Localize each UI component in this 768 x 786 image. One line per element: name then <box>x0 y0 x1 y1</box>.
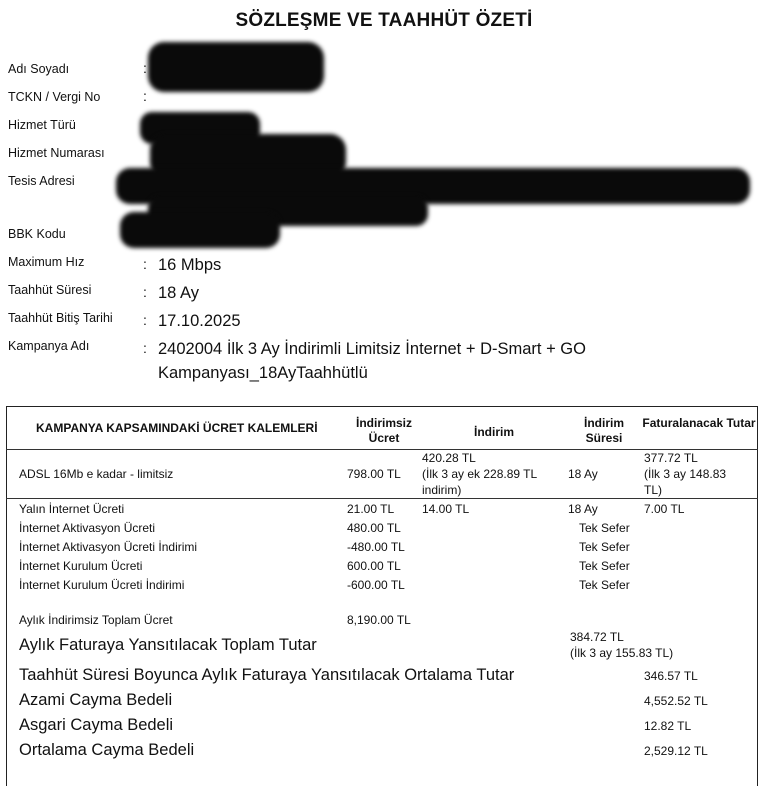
row-undiscounted: 798.00 TL <box>347 467 401 481</box>
colon: : <box>143 256 147 272</box>
min-exit-fee-label: Asgari Cayma Bedeli <box>19 716 174 734</box>
value-commitment-end: 17.10.2025 <box>158 312 241 330</box>
row-name: İnternet Kurulum Ücreti <box>19 559 143 573</box>
redaction-mark <box>120 212 280 248</box>
document-title: SÖZLEŞME VE TAAHHÜT ÖZETİ <box>235 10 533 31</box>
colon: : <box>143 60 147 76</box>
row-billed-note: TL) <box>644 483 662 497</box>
row-name: ADSL 16Mb e kadar - limitsiz <box>19 467 174 481</box>
total-monthly-undiscounted-label: Aylık İndirimsiz Toplam Ücret <box>19 613 173 627</box>
label-bbk-code: BBK Kodu <box>8 227 66 241</box>
row-name: Yalın İnternet Ücreti <box>19 502 125 516</box>
row-duration: Tek Sefer <box>579 521 630 535</box>
avg-exit-fee-label: Ortalama Cayma Bedeli <box>19 741 195 759</box>
header-duration: İndirim Süresi <box>583 416 624 445</box>
row-divider <box>6 498 758 499</box>
value-max-speed: 16 Mbps <box>158 256 222 274</box>
label-facility-address: Tesis Adresi <box>8 174 75 188</box>
row-name: İnternet Aktivasyon Ücreti İndirimi <box>19 540 198 554</box>
value-campaign-name: 2402004 İlk 3 Ay İndirimli Limitsiz İnternet + D-Smart + GO <box>158 340 586 358</box>
row-discount-note: indirim) <box>422 483 462 497</box>
row-undiscounted: 600.00 TL <box>347 559 401 573</box>
header-items: KAMPANYA KAPSAMINDAKİ ÜCRET KALEMLERİ <box>36 421 318 435</box>
row-discount: 14.00 TL <box>422 502 470 516</box>
row-undiscounted: 21.00 TL <box>347 502 395 516</box>
header-undiscounted: İndirimsiz Ücret <box>355 416 412 445</box>
label-commitment-period: Taahhüt Süresi <box>8 283 92 297</box>
header-billed: Faturalanacak Tutar <box>642 416 756 430</box>
row-duration: Tek Sefer <box>579 578 630 592</box>
row-duration: Tek Sefer <box>579 540 630 554</box>
avg-monthly-label: Taahhüt Süresi Boyunca Aylık Faturaya Yansıtılacak Ortalama Tutar <box>19 666 515 684</box>
row-discount-note: (İlk 3 ay ek 228.89 TL <box>422 467 538 481</box>
label-campaign-name: Kampanya Adı <box>8 339 90 353</box>
row-billed-note: (İlk 3 ay 148.83 <box>644 467 727 481</box>
total-monthly-invoice-value: 384.72 TL <box>570 630 624 644</box>
colon: : <box>143 340 147 356</box>
colon: : <box>143 312 147 328</box>
header-discount: İndirim <box>473 425 514 439</box>
min-exit-fee-value: 12.82 TL <box>644 719 692 733</box>
avg-monthly-value: 346.57 TL <box>644 669 698 683</box>
row-undiscounted: -600.00 TL <box>347 578 405 592</box>
row-undiscounted: -480.00 TL <box>347 540 405 554</box>
row-name: İnternet Kurulum Ücreti İndirimi <box>19 578 185 592</box>
colon: : <box>143 284 147 300</box>
row-billed: 7.00 TL <box>644 502 685 516</box>
max-exit-fee-label: Azami Cayma Bedeli <box>19 691 173 709</box>
value-campaign-name-line2: Kampanyası_18AyTaahhütlü <box>158 364 368 382</box>
label-service-type: Hizmet Türü <box>8 118 76 132</box>
label-tckn: TCKN / Vergi No <box>8 90 101 104</box>
row-name: İnternet Aktivasyon Ücreti <box>19 521 156 535</box>
row-undiscounted: 480.00 TL <box>347 521 401 535</box>
label-max-speed: Maximum Hız <box>8 255 85 269</box>
total-monthly-invoice-note: (İlk 3 ay 155.83 TL) <box>570 646 674 660</box>
row-duration: 18 Ay <box>568 502 598 516</box>
value-commitment-period: 18 Ay <box>158 284 199 302</box>
total-monthly-undiscounted-value: 8,190.00 TL <box>347 613 411 627</box>
total-monthly-invoice-label: Aylık Faturaya Yansıtılacak Toplam Tutar <box>19 636 317 654</box>
max-exit-fee-value: 4,552.52 TL <box>644 694 708 708</box>
avg-exit-fee-value: 2,529.12 TL <box>644 744 708 758</box>
label-commitment-end: Taahhüt Bitiş Tarihi <box>8 311 113 325</box>
colon: : <box>143 88 147 104</box>
label-service-number: Hizmet Numarası <box>8 146 105 160</box>
label-name: Adı Soyadı <box>8 62 70 76</box>
row-discount: 420.28 TL <box>422 451 476 465</box>
row-duration: Tek Sefer <box>579 559 630 573</box>
redaction-mark <box>148 42 324 92</box>
row-duration: 18 Ay <box>568 467 598 481</box>
row-billed: 377.72 TL <box>644 451 698 465</box>
